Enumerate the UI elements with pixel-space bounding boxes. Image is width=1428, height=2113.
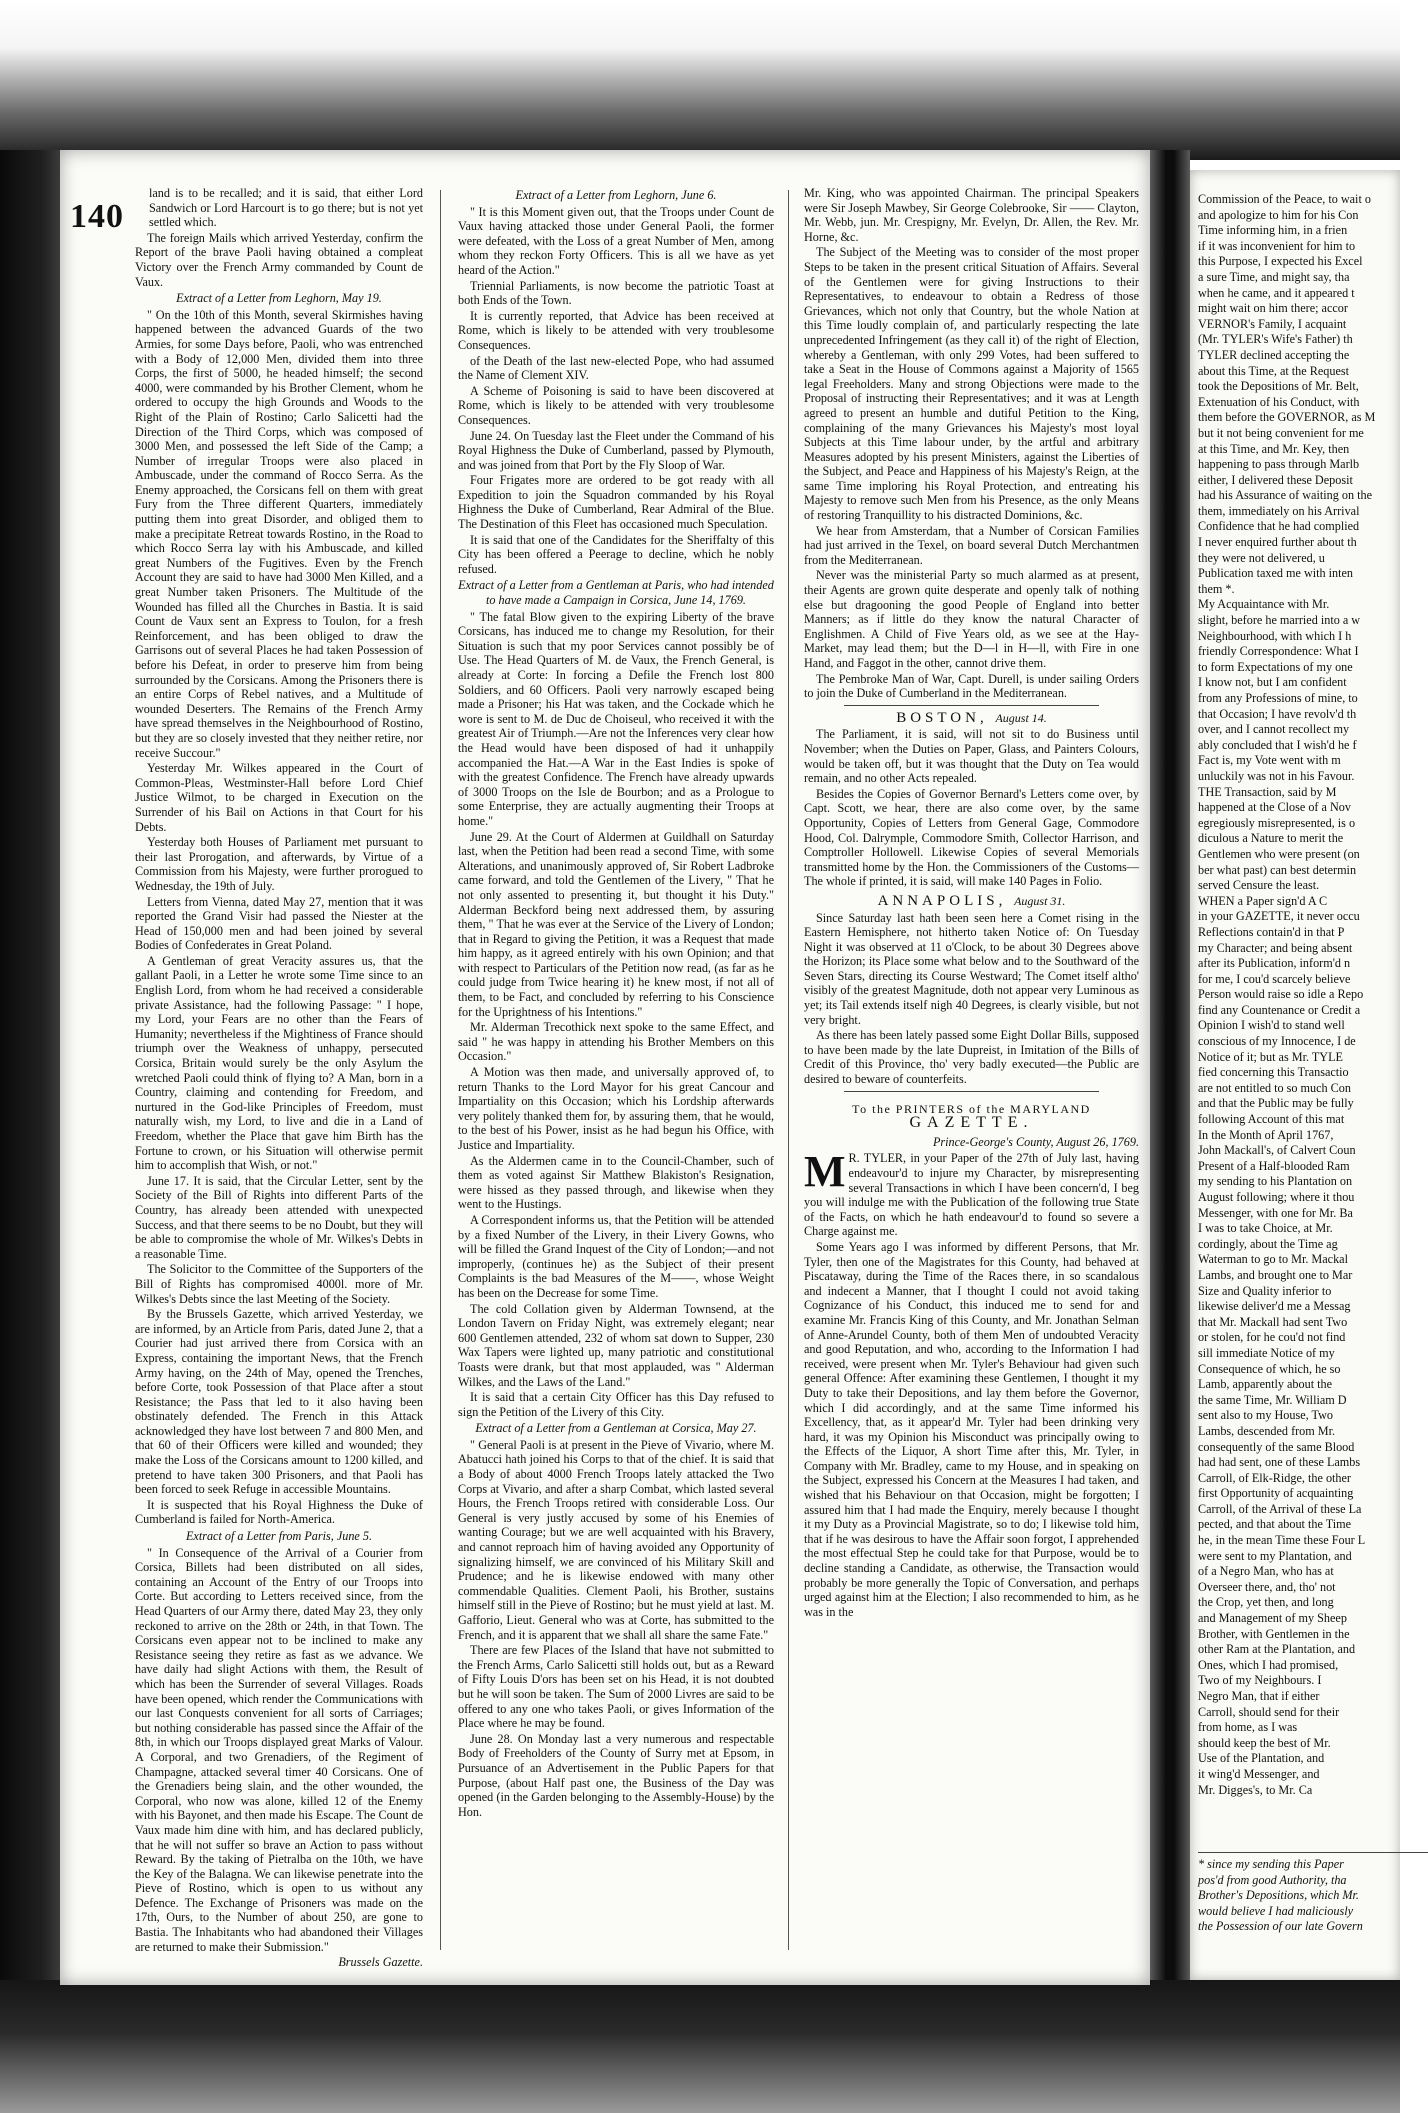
source-signature: Brussels Gazette. — [338, 1955, 423, 1970]
letter-heading: Extract of a Letter from a Gentleman at Corsica, May 27. — [475, 1421, 757, 1436]
right-page-line: them before the GOVERNOR, as M — [1198, 410, 1376, 425]
right-page-line: about this Time, at the Request — [1198, 363, 1349, 378]
footnote-line: Brother's Depositions, which Mr. — [1198, 1888, 1359, 1903]
right-page-line: Use of the Plantation, and — [1198, 1751, 1325, 1766]
column-2 — [458, 186, 774, 1961]
right-page-line: might wait on him there; accor — [1198, 301, 1348, 316]
right-page-line: In the Month of April 1767, — [1198, 1127, 1334, 1142]
right-page-line: WHEN a Paper sign'd A C — [1198, 893, 1328, 908]
paragraph: A Motion was then made, and universally approved of, to return Thanks to the Lord Mayor for his great Cancour and Impartiality on this Occasion; which his Lordship afterwards very politely thanked them for, by assuring them, that he would, to the best of his Power, insist as he had begun his Office, with Justice and Impartiality. — [458, 1065, 774, 1152]
right-page-line: and that the Public may be fully — [1198, 1096, 1354, 1111]
dateline-annapolis — [804, 894, 1139, 909]
paragraph: " It is this Moment given out, that the Troops under Count de Vaux having attacked those under General Paoli, the former were defeated, with the Loss of a great Number of Men, among whom they reckon Forty Officers. This is all we have as yet heard of the Action." — [458, 204, 774, 277]
paragraph: As there has been lately passed some Eight Dollar Bills, supposed to have been made by the late Dupreist, in Imitation of the Bills of Credit of this Province, tho' very badly executed—the Public are desired to beware of counterfeits. — [804, 1028, 1139, 1087]
paragraph: June 24. On Tuesday last the Fleet under the Command of his Royal Highness the Duke of Cumberland, passed by Plymouth, and was joined from that Port by the Fly Sloop of War. — [458, 428, 774, 472]
right-page-line: this Purpose, I expected his Excel — [1198, 254, 1363, 269]
right-page-line: Carroll, of the Arrival of these La — [1198, 1501, 1362, 1516]
scan-left-margin — [0, 150, 60, 1990]
paragraph: A Scheme of Poisoning is said to have been discovered at Rome, which is likely to be attended with very troublesome Consequences. — [458, 383, 774, 427]
right-page-line: Waterman to go to Mr. Mackal — [1198, 1252, 1348, 1267]
right-page-line: I know not, but I am confident — [1198, 675, 1347, 690]
footnote — [1198, 1852, 1428, 1935]
paragraph: " On the 10th of this Month, several Skirmishes having happened between the advanced Guards of the two Armies, for some Days before, Paoli, who was entrenched with a Body of 12,000 Men, divided them into three Corps, the first of 5000, he headed himself; the second 4000, were commanded by his Brother Clement, whom he ordered to occupy the high Grounds and Woods to the Right of the Plain of Rostino; Carlo Salicetti had the Direction of the Third Corps, which was composed of 3000 Men, and possessed the left Side of the Camp; a Number of irregular Troops were also placed in Ambuscade, under the command of Rocco Serra. As the Enemy approached, the Corsicans fell on them with great Fury from the Three different Quarters, immediately putting them into great Disorder, and obliged them to make a precipitate Retreat towards Rostino, in the Road to which Rocco Serra lay with his Ambuscade, and killed great Numbers of the Fugitives. Even by the French Account they are said to have had 3000 Men Killed, and a great Number taken Prisoners. The Multitude of the Wounded has filled all the Churches in Bastia. It is said Count de Vaux sent an Express to Toulon, for a fresh Reinforcement, and has been obliged to draw the Garrisons out of several Places he had taken Possession of before his Defeat, in order to preserve him from being surrounded by the Corsicans. Among the Prisoners there is an entire Corps of Rebel natives, and a Multitude of wounded Deserters. The Remains of the French Army have spread themselves in the Neighbourhood of Rostino, but they are so closely invested that they neither retire, nor receive Succour." — [135, 307, 423, 760]
right-page-line: that Mr. Mackall had sent Two — [1198, 1314, 1348, 1329]
paragraph: June 28. On Monday last a very numerous and respectable Body of Freeholders of the County of Surry met at Epsom, in Pursuance of an Advertisement in the Public Papers for that Purpose, (about Half past one, the Business of the Day was opened (in the Garden belonging to the Assembly-House) by the Hon. — [458, 1731, 774, 1819]
paragraph: As the Aldermen came in to the Council-Chamber, such of them as voted against Sir Matthew Blakiston's Resignation, were hissed as they passed through, and likewise when they went to the Hustings. — [458, 1153, 774, 1212]
right-page-line: had had sent, one of these Lambs — [1198, 1455, 1361, 1470]
right-page-line: following Account of this mat — [1198, 1112, 1345, 1127]
right-page-line: Extenuation of his Conduct, with — [1198, 394, 1360, 409]
right-page-line: likewise deliver'd me a Messag — [1198, 1299, 1351, 1314]
column-rule — [788, 190, 789, 1950]
letter-place-date: Prince-George's County, August 26, 1769. — [932, 1134, 1139, 1149]
footnote-line: would believe I had maliciously — [1198, 1903, 1354, 1918]
right-page-line: either, I delivered these Deposit — [1198, 472, 1353, 487]
right-page-line: Notice of it; but as Mr. TYLE — [1198, 1049, 1343, 1064]
right-page-line: (Mr. TYLER's Wife's Father) th — [1198, 332, 1353, 347]
right-page-line: should keep the best of Mr. — [1198, 1735, 1331, 1750]
right-page-line: the Crop, yet then, and long — [1198, 1595, 1334, 1610]
paragraph: It is said that a certain City Officer has this Day refused to sign the Petition of the Livery of this City. — [458, 1390, 774, 1419]
right-page-line: Opinion I wish'd to stand well — [1198, 1018, 1345, 1033]
paragraph: Letters from Vienna, dated May 27, mention that it was reported the Grand Visir had passed the Niester at the Head of 150,000 men and had been joined by several Bodies of Confederates in Great Poland. — [135, 894, 423, 953]
right-page-line: Carroll, of Elk-Ridge, the other — [1198, 1470, 1351, 1485]
right-page-line: Ones, which I had promised, — [1198, 1657, 1339, 1672]
right-page-line: sill immediate Notice of my — [1198, 1345, 1335, 1360]
letter-address: To the PRINTERS of the MARYLAND — [852, 1101, 1091, 1116]
right-page-line: over, and I cannot recollect my — [1198, 722, 1350, 737]
right-page-line: and Management of my Sheep — [1198, 1611, 1347, 1626]
right-page-line: John Mackall's, of Calvert Coun — [1198, 1143, 1356, 1158]
right-page-line: the same Time, Mr. William D — [1198, 1392, 1347, 1407]
column-3 — [804, 186, 1139, 1961]
right-page-line: unluckily was not in his Favour. — [1198, 768, 1355, 783]
right-page-line: fied concerning this Transactio — [1198, 1065, 1349, 1080]
dateline-boston — [804, 711, 1139, 726]
dateline-place: ANNAPOLIS, — [877, 892, 1007, 909]
scan-top-margin — [0, 0, 1400, 160]
right-page-line: from home, as I was — [1198, 1720, 1298, 1735]
right-page-line: slight, before he married into a w — [1198, 613, 1361, 628]
right-page-line: were sent to my Plantation, and — [1198, 1548, 1352, 1563]
footnote-line: pos'd from good Authority, tha — [1198, 1872, 1347, 1887]
right-page-line: after its Publication, inform'd n — [1198, 956, 1351, 971]
paragraph: June 17. It is said, that the Circular Letter, sent by the Society of the Bill of Rights into different Parts of the Country, has already been attended with unexpected Success, and that there seems to be no Doubt, but they will be able to compromise the whole of Mr. Wilkes's Debts in a reasonable Time. — [135, 1173, 423, 1261]
paragraph: Besides the Copies of Governor Bernard's Letters come over, by Capt. Scott, we hear, there are also come over, by the same Opportunity, Copies of Letters from General Gage, Commodore Hood, Col. Dalrymple, Commodore Smith, Collector Harrison, and Comptroller Hollowell. Likewise Copies of several Memorials transmitted home by the Hon. the Commissioners of the Customs—The whole if printed, it is said, will make 140 Pages in Folio. — [804, 786, 1139, 889]
right-page-line: at this Time, and Mr. Key, then — [1198, 441, 1350, 456]
right-page-line: Reflections contain'd in that P — [1198, 924, 1345, 939]
paragraph: It is suspected that his Royal Highness the Duke of Cumberland is failed for North-America. — [135, 1497, 423, 1527]
right-page-line: Mr. Digges's, to Mr. Ca — [1198, 1782, 1313, 1797]
right-page-line: to form Expectations of my one — [1198, 659, 1353, 674]
right-page-line: I never enquired further about th — [1198, 535, 1357, 550]
right-page-line: they were not delivered, u — [1198, 550, 1325, 565]
right-page-line: in your GAZETTE, it never occu — [1198, 909, 1360, 924]
right-page-line: first Opportunity of acquainting — [1198, 1486, 1354, 1501]
letter-heading: Extract of a Letter from Paris, June 5. — [185, 1529, 373, 1544]
right-page-line: other Ram at the Plantation, and — [1198, 1642, 1356, 1657]
paragraph: Triennial Parliaments, is now become the patriotic Toast at both Ends of the Town. — [458, 278, 774, 308]
paragraph: Never was the ministerial Party so much alarmed as at present, their Agents are grown quite desperate and openly talk of nothing else but dragooning the good People of England into better Manners; as if little do they know the natural Character of Englishmen. A Child of Five Years old, as we see at the Hay-Market, may lead them; but the D—l in H—ll, with Fire in one Hand, and Faggot in the other, cannot drive them. — [804, 568, 1139, 670]
right-page-line: find any Countenance or Credit a — [1198, 1002, 1361, 1017]
section-rule — [844, 1091, 1099, 1092]
right-page-line: ber what past) can best determin — [1198, 862, 1357, 877]
right-page-column — [1198, 192, 1428, 1972]
paragraph: There are few Places of the Island that have not submitted to the French Arms, Carlo Salicetti still holds out, but as a Reward of Fifty Louis D'ors has been set on his Head, it is not doubted but he will soon be taken. The Sum of 2000 Livres are said to be offered to any one who takes Paoli, or gives Information of the Place where he may be found. — [458, 1643, 774, 1731]
right-page-line: Messenger, with one for Mr. Ba — [1198, 1205, 1353, 1220]
right-page-line: it wing'd Messenger, and — [1198, 1766, 1320, 1781]
paragraph: The Parliament, it is said, will not sit to do Business until November; when the Duties on Paper, Glass, and Painters Colours, would be taken off, but it was thought that the Duty on Tea would remain, and no other Acts repealed. — [804, 727, 1139, 786]
right-page-line: them *. — [1198, 581, 1235, 596]
right-page-line: when he came, and it appeared t — [1198, 285, 1355, 300]
right-page-line: of a Negro Man, who has at — [1198, 1564, 1334, 1579]
right-page-line: Brother, with Gentlemen in the — [1198, 1626, 1350, 1641]
drop-cap: M — [804, 1147, 846, 1197]
dateline-date: August 31. — [1014, 893, 1066, 908]
right-page-line: my sending to his Plantation on — [1198, 1174, 1353, 1189]
right-page-line: Negro Man, that if either — [1198, 1689, 1320, 1703]
right-page-line: consequently of the same Blood — [1198, 1439, 1355, 1454]
paragraph: Four Frigates more are ordered to be got ready with all Expedition to join the Squadron commanded by his Royal Highness the Duke of Cumberland, Rear Admiral of the Blue. The Destination of this Fleet has occasioned much Speculation. — [458, 473, 774, 532]
right-page-line: happening to pass through Marlb — [1198, 457, 1360, 472]
paragraph: A Gentleman of great Veracity assures us, that the gallant Paoli, in a Letter he wrote some Time since to an English Lord, from whom he had received a considerable private Assistance, had the following Passage: " I hope, my Lord, your Fears are no other than the Fears of Humanity; nevertheless if the Mightiness of France should triumph over the Weakness of unhappy, persecuted Corsica, Britain would surely be the only Asylum the wretched Paoli could think of flying to? A Man, born in a Country, claiming and contending for Freedom, and nurtured in the God-like Principles of Freedom, must naturally wish, my Lord, to live and die in a Land of Freedom, whether the Place that gave him Birth has the Fortune to crown, or his Situation will otherwise permit him to accomplish that Wish, or not." — [135, 953, 423, 1173]
dateline-date: August 14. — [995, 710, 1047, 725]
letter-heading: Extract of a Letter from Leghorn, May 19. — [176, 291, 382, 306]
paragraph: Some Years ago I was informed by different Persons, that Mr. Tyler, then one of the Magistrates for this County, had behaved at Piscataway, during the Time of the Races there, in so scandalous and indecent a Manner, that I thought I could not avoid taking Cognizance of his Conduct, this induced me to send for and examine Mr. Francis King of this County, and Mr. Jonathan Selman of Anne-Arundel County, both of them Men of undoubted Veracity and good Reputation, and who, according to the Information I had received, were present when Mr. Tyler's Behaviour had given such general Offence: After examining these Gentlemen, I thought it my Duty to take their Depositions, and lay them before the Governor, which I did accordingly, and at the same Time informed his Excellency, that, as it appear'd Mr. Tyler had been drinking very hard, it was my Opinion his Misconduct was principally owing to the Effects of the Liquor, A short Time after this, Mr. Tyler, in Company with Mr. Bradley, came to my House, and in speaking on the Subject, expressed his Concern at the Measures I had taken, and wished that his Behaviour on that Occasion, might be forgotten; I assured him that I had made the Enquiry, merely because I thought it my Duty as a Provincial Magistrate, so to do; I likewise told him, that if he was desirous to have the Affair soon forgot, I apprehended the most effectual Step he could take for that Purpose, would be to decline standing a Candidate, as otherwise, the Transaction would probably be more generally the Topic of Conversation, and perhaps urged against him at the Election; I also recommended to him, as he was in the — [804, 1239, 1139, 1619]
gazette-title: GAZETTE. — [909, 1114, 1034, 1132]
right-page-line: Two of my Neighbours. I — [1198, 1673, 1322, 1688]
right-page-line: are not entitled to so much Con — [1198, 1080, 1351, 1095]
paragraph: Yesterday both Houses of Parliament met pursuant to their last Prorogation, and afterwards, by Virtue of a Commission from his Majesty, were further prorogued to Wednesday, the 19th of July. — [135, 835, 423, 893]
right-page-line: sent also to my House, Two — [1198, 1408, 1334, 1423]
column-1 — [135, 186, 423, 1970]
paragraph: Mr. Alderman Trecothick next spoke to the same Effect, and said " he was happy in attending his Brother Members on this Occasion." — [458, 1020, 774, 1064]
paragraph: The foreign Mails which arrived Yesterday, confirm the Report of the brave Paoli having obtained a compleat Victory over the French Army commanded by Count de Vaux. — [135, 230, 423, 289]
right-page-line: TYLER declined accepting the — [1198, 347, 1350, 362]
right-page-line: Carroll, should send for their — [1198, 1704, 1340, 1719]
paragraph: of the Death of the last new-elected Pope, who had assumed the Name of Clement XIV. — [458, 353, 774, 383]
paragraph: Yesterday Mr. Wilkes appeared in the Court of Common-Pleas, Westminster-Hall before Lord Chief Justice Wilmot, to be charged in Execution on the Surrender of his Bail on Actions in that Court for his Debts. — [135, 761, 423, 834]
dateline-place: BOSTON, — [896, 709, 988, 726]
right-page-line: VERNOR's Family, I acquaint — [1198, 316, 1347, 331]
right-page-line: a sure Time, and might say, tha — [1198, 269, 1350, 284]
letter-heading: Extract of a Letter from a Gentleman at Paris, who had intended to have made a Campaign in Corsica, June 14, 1769. — [458, 578, 774, 608]
right-page-line: Confidence that he had complied — [1198, 519, 1360, 534]
right-page-line: Consequence of which, he so — [1198, 1361, 1341, 1376]
right-page-line: and apologize to him for his Con — [1198, 207, 1359, 222]
right-page-line: or stolen, for he cou'd not find — [1198, 1330, 1346, 1345]
right-page-line: them, immediately on his Arrival — [1198, 503, 1360, 518]
right-page-line: I was to take Choice, at Mr. — [1198, 1221, 1333, 1236]
right-page-line: August following; where it thou — [1198, 1190, 1355, 1204]
right-page-line: conscious of my Innocence, I de — [1198, 1034, 1356, 1049]
paragraph: June 29. At the Court of Aldermen at Guildhall on Saturday last, when the Petition had been read a second Time, with some Alterations, and unanimously approved of, Sir Robert Ladbroke came forward, and told the Gentlemen of the Livery, " That he not only assented to presenting it, but thought it his Duty." Alderman Beckford being next addressed them, by assuring them, " That he was ever at the Service of the Livery of London; that in Regard to giving the Petition, it was a Request that made him happy, as it agreed entirely with his own Opinion; and that with respect to Particulars of the Petition now read, (as far as he could judge from Twice hearing it) he knew most, if not all of them, to be Fact, and concluded by referring to his Conscience for the Uprightness of his Intentions." — [458, 829, 774, 1019]
paragraph: The Solicitor to the Committee of the Supporters of the Bill of Rights has compromised 4000l. more of Mr. Wilkes's Debts since the last Meeting of the Society. — [135, 1262, 423, 1306]
right-page-line: pected, and that about the Time — [1198, 1517, 1351, 1532]
page-number: 140 — [70, 198, 124, 235]
right-page-line: took the Depositions of Mr. Belt, — [1198, 379, 1359, 394]
right-page-line: Time informing him, in a frien — [1198, 223, 1348, 238]
paragraph: The Subject of the Meeting was to consider of the most proper Steps to be taken in the present critical Situation of Affairs. Several of the Gentlemen were for giving Instructions to their Representatives, to endeavour to obtain a Redress of those Grievances, which not only that Country, but the whole Nation at this Time loudly complain of, and particularly respecting the late unprecedented Infringement (as they call it) of the right of Election, whereby a Gentleman, with only 299 Votes, had been suffered to take a Seat in the House of Commons against a Majority of 1565 legal Freeholders. Many and strong Objections were made to the Proposal of instructing their Representatives; and it was at Length agreed to present an humble and dutiful Petition to the King, complaining of the many Grievances his Majesty's most loyal Subjects at this Time labour under, by the artful and arbitrary Measures adopted by his present Ministers, against the Liberties of the Subject, and Peace and Happiness of his Majesty's Reign, at the same Time imploring his Royal Protection, and entreating his Majesty to remove such Men from his Presence, as the only Means of restoring Tranquillity to his distracted Dominions, &c. — [804, 245, 1139, 523]
right-page-line: Publication taxed me with inten — [1198, 566, 1354, 581]
column-rule — [440, 190, 441, 1950]
paragraph: The Pembroke Man of War, Capt. Durell, is under sailing Orders to join the Duke of Cumberland in the Mediterranean. — [804, 671, 1139, 701]
right-page-line: he, in the mean Time these Four L — [1198, 1533, 1366, 1548]
right-page-line: Fact is, my Vote went with m — [1198, 753, 1341, 768]
paragraph: The cold Collation given by Alderman Townsend, at the London Tavern on Friday Night, was extremely elegant; near 600 Gentlemen attended, 232 of whom sat down to Supper, 230 Wax Tapers were lighted up, many patriotic and constitutional Toasts were drank, but that most applauded, was " Alderman Wilkes, and the Laws of the Land." — [458, 1301, 774, 1389]
right-page-line: Neighbourhood, with which I h — [1198, 628, 1352, 643]
right-page-line: Gentlemen who were present (on — [1198, 846, 1360, 861]
right-page-line: Commission of the Peace, to wait o — [1198, 192, 1371, 206]
right-page-line: Lambs, descended from Mr. — [1198, 1423, 1336, 1438]
newspaper-page-right — [1190, 170, 1400, 1980]
paragraph: Mr. King, who was appointed Chairman. The principal Speakers were Sir Joseph Mawbey, Sir George Colebrooke, Sir —— Clayton, Mr. Webb, jun. Mr. Crespigny, Mr. Evelyn, Dr. Allen, the Rev. Mr. Horne, &c. — [804, 186, 1139, 244]
book-gutter — [1150, 150, 1190, 1990]
right-page-line: Lambs, and brought one to Mar — [1198, 1267, 1353, 1282]
letter-opening — [804, 1147, 1139, 1239]
paragraph: It is said that one of the Candidates for the Sheriffalty of this City has been offered a Peerage to decline, which he nobly refused. — [458, 532, 774, 576]
right-page-line: THE Transaction, said by M — [1198, 784, 1337, 799]
paragraph: It is currently reported, that Advice has been received at Rome, which is likely to be attended with very troublesome Consequences. — [458, 308, 774, 352]
right-page-line: my Character; and being absent — [1198, 940, 1353, 955]
paragraph: R. TYLER, in your Paper of the 27th of July last, having endeavour'd to injure my Character, by misrepresenting several Transactions in which I have been concern'd, I beg you will indulge me with the Publication of the following true State of the Facts, on which he hath endeavour'd to found so severe a Charge against me. — [804, 1151, 1139, 1239]
footnote-line: * since my sending this Paper — [1198, 1857, 1344, 1871]
right-page-line: My Acquaintance with Mr. — [1198, 597, 1330, 612]
right-page-line: Size and Quality inferior to — [1198, 1283, 1332, 1298]
right-page-line: that Occasion; I have revolv'd th — [1198, 706, 1357, 721]
right-page-line: cordingly, about the Time ag — [1198, 1236, 1338, 1251]
right-page-line: Lamb, apparently about the — [1198, 1377, 1333, 1392]
right-page-line: Overseer there, and, tho' not — [1198, 1579, 1336, 1594]
paragraph: A Correspondent informs us, that the Petition will be attended by a fixed Number of the Livery, in their Livery Gowns, who will be filled the Grand Inquest of the City of London;—and not improperly, (continues he) as the Subject of their present Complaints is the bad Measures of the M——, whose Weight has been on the Decrease for some Time. — [458, 1212, 774, 1300]
right-page-line: ably concluded that I wish'd he f — [1198, 737, 1357, 752]
footnote-line: the Possession of our late Govern — [1198, 1919, 1363, 1934]
scan-bottom-margin — [0, 1980, 1400, 2113]
right-page-line: served Censure the least. — [1198, 878, 1320, 893]
paragraph: " The fatal Blow given to the expiring Liberty of the brave Corsicans, has induced me to change my Resolution, for their Situation is such that my poor Services cannot possibly be of Use. The Head Quarters of M. de Vaux, the French General, is already at Corte: In forcing a Defile the French lost 800 Soldiers, and 60 Officers. Paoli very narrowly escaped being made a Prisoner; his Hat was taken, and the Cockade which he wore is sent to M. de Duc de Choiseul, who received it with the greatest Air of Triumph.—Are not the Inferences very clear how the Head would have been disposed of had it unhappily accompanied the Hat.—A War in the East Indies is spoke of with the greatest Confidence. The French have already upwards of 3000 Troops on the Isle de Bourbon; and as a Prologue to some Enterprise, they are actually augmenting their Troops at home." — [458, 609, 774, 828]
right-page-line: friendly Correspondence: What I — [1198, 644, 1359, 659]
right-page-line: egregiously misrepresented, is o — [1198, 815, 1356, 830]
right-page-line: for me, I cou'd scarcely believe — [1198, 971, 1351, 986]
right-page-line: if it was inconvenient for him to — [1198, 238, 1356, 253]
right-page-line: had his Assurance of waiting on the — [1198, 488, 1372, 503]
paragraph: By the Brussels Gazette, which arrived Yesterday, we are informed, by an Article from Paris, dated June 2, that a Courier had just arrived there from Corsica with an Express, containing the important News, that the French Army having, on the 24th of May, opened the Trenches, before Corte, took Possession of that Place after a stout Resistance; the Pass that led to it also having been obstinately defended. The French in this Attack acknowledged they have lost between 7 and 800 Men, and that 60 of their Officers were killed and wounded; they make the Loss of the Corsicans amount to 1200 killed, and pretend to have taken 300 Prisoners, and that Paoli has been forced to seek Refuge in accessible Mountains. — [135, 1307, 423, 1497]
paragraph: We hear from Amsterdam, that a Number of Corsican Families had just arrived in the Texel, on board several Dutch Merchantmen from the Mediterranean. — [804, 523, 1139, 567]
paragraph: land is to be recalled; and it is said, that either Lord Sandwich or Lord Harcourt is to go there; but is not yet settled which. — [149, 186, 423, 230]
section-rule — [844, 705, 1099, 706]
paragraph: Since Saturday last hath been seen here a Comet rising in the Eastern Hemisphere, not hitherto taken Notice of: On Tuesday Night it was observed at 11 o'Clock, to be about 30 Degrees above the Horizon; its Place some what below and to the Southward of the Seven Stars, directing its Course Westward; The Comet itself altho' visibly of the greatest Magnitude, doth not appear very Luminous as yet; its Tail extends itself nigh 40 Degrees, is clearly visible, but not very bright. — [804, 910, 1139, 1027]
letter-heading: Extract of a Letter from Leghorn, June 6. — [515, 188, 717, 202]
right-page-line: happened at the Close of a Nov — [1198, 800, 1351, 815]
right-page-line: diculous a Nature to merit the — [1198, 831, 1344, 846]
paragraph: " General Paoli is at present in the Pieve of Vivario, where M. Abatucci hath joined his Corps to that of the chief. It is said that a Body of about 4000 French Troops lately attacked the Two Corps at Vivario, and after a sharp Combat, which lasted several Hours, the French Troops retired with considerable Loss. Our General is very justly accused by some of his Enemies of wanting Courage; but we are well acquainted with his Bravery, and cannot reproach him of having avoided any Opportunity of signalizing himself, we are convinced of his Military Skill and Prudence; and he is likewise endowed with many other commendable Qualities. Clement Paoli, his Brother, sustains himself still in the Pieve of Rostino; but he must yield at last. M. Gafforio, Lieut. General who was at Corte, has submitted to the French, and it is apparent that we shall all share the same Fate." — [458, 1437, 774, 1642]
right-page-line: Present of a Half-blooded Ram — [1198, 1158, 1350, 1173]
paragraph: " In Consequence of the Arrival of a Courier from Corsica, Billets had been distributed on all sides, containing an Account of the Entry of our Troops into Corte. But according to Letters received since, from the Head Quarters of our Army there, dated May 23, they only reckoned to arrive on the 28th or 24th, in that Town. The Corsicans even appear not to be inclined to make any Resistance seeing they retire as fast as we advance. We have daily had slight Actions with them, the Result of which has been the Surrender of several Villages. Roads have been opened, which render the Communications with our last Conquests convenient for all sorts of Carriages; but nothing considerable has passed since the Affair of the 8th, in which our Troops displayed great Marks of Valour. A Corporal, and two Grenadiers, of the Regiment of Champagne, attacked several timer 40 Corsicans. One of the Grenadiers being slain, and the other wounded, the Corporal, who now was alone, killed 12 of the Enemy with his Bayonet, and then made his Escape. The Count de Vaux made him dine with him, and has declared publicly, that he will not suffer so brave an Action to pass without Reward. By the taking of Pietralba on the 10th, we have the Key of the Balagna. We can likewise penetrate into the Pieve of Rostino, which is open to us without any Defence. The Exchange of Prisoners was made on the 17th, Ours, to the Number of about 250, are gone to Bastia. The Inhabitants who had abandoned their Villages are returned to make their Submission." — [135, 1545, 423, 1954]
right-page-line: Person would raise so idle a Repo — [1198, 987, 1364, 1002]
right-page-line: but it not being convenient for me — [1198, 425, 1364, 440]
right-page-line: from any Professions of mine, to — [1198, 691, 1358, 705]
newspaper-page-left — [60, 150, 1150, 1985]
